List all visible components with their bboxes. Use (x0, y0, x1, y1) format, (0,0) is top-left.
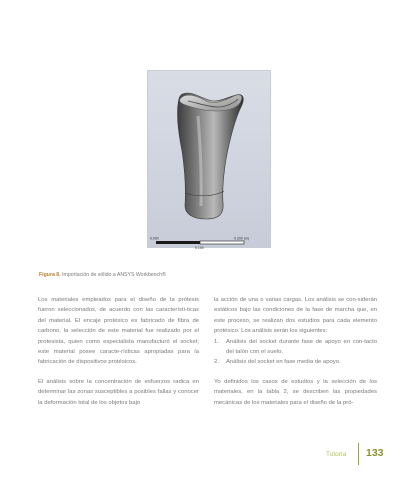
list-item: 1. Análisis del socket durante fase de apoyo en con-tacto del talón con el suelo. (214, 338, 377, 356)
right-column (214, 295, 377, 417)
scale-bar (148, 236, 268, 254)
footer-section-label: Tutoría (326, 451, 347, 458)
prosthetic-socket-model (148, 71, 270, 247)
scale-mid-label: 0.100 (195, 246, 204, 250)
left-paragraph-1: Los materiales empleados para el diseño de la prótesis fueron seleccionados, de acuerdo con las característi-ticas del material. El encaje protésico es fabricado de fibra de carbono, la selección de este material fue realizado por el protesista, quien como especialista manufacturó el socket; este material posee caracte-rísticas apropiadas para la fabricación de dispositivos protésicos. (38, 297, 199, 366)
caption-label: Figura 8. (39, 272, 61, 278)
scale-left-label: 0.000 (150, 236, 159, 241)
left-column (38, 295, 199, 417)
scale-right-label: 0.200 (m) (234, 236, 249, 241)
right-paragraph-1: la acción de una o varias cargas. Los análisis se con-siderán estáticos bajo las condiciones de la fase de marcha que, en este proceso, se realizan dos estudios para cada elemento protésico. Los análisis serán los siguientes: (214, 297, 377, 335)
right-paragraph-2: Yo definidos los casos de estudios y la selección de los materiales, en la tabla 2, se describen las propiedades mecánicas de los materiales para el diseño de la pró- (214, 378, 377, 406)
left-paragraph-2: El análisis sobre la concentración de esfuerzos radica en determinar las zonas susceptibles a posibles fallas y conocer la deformación total de los objetos bajo (38, 378, 199, 406)
caption-text: Importación de sólido a ANSYS Workbench® (60, 272, 166, 278)
analysis-list (214, 337, 377, 368)
page-number: 133 (366, 447, 384, 459)
figure-caption (39, 272, 369, 279)
footer-divider (358, 443, 359, 465)
figure-render (147, 70, 271, 248)
list-item: 2. Análisis del socket en fase media de apoyo. (214, 359, 341, 366)
